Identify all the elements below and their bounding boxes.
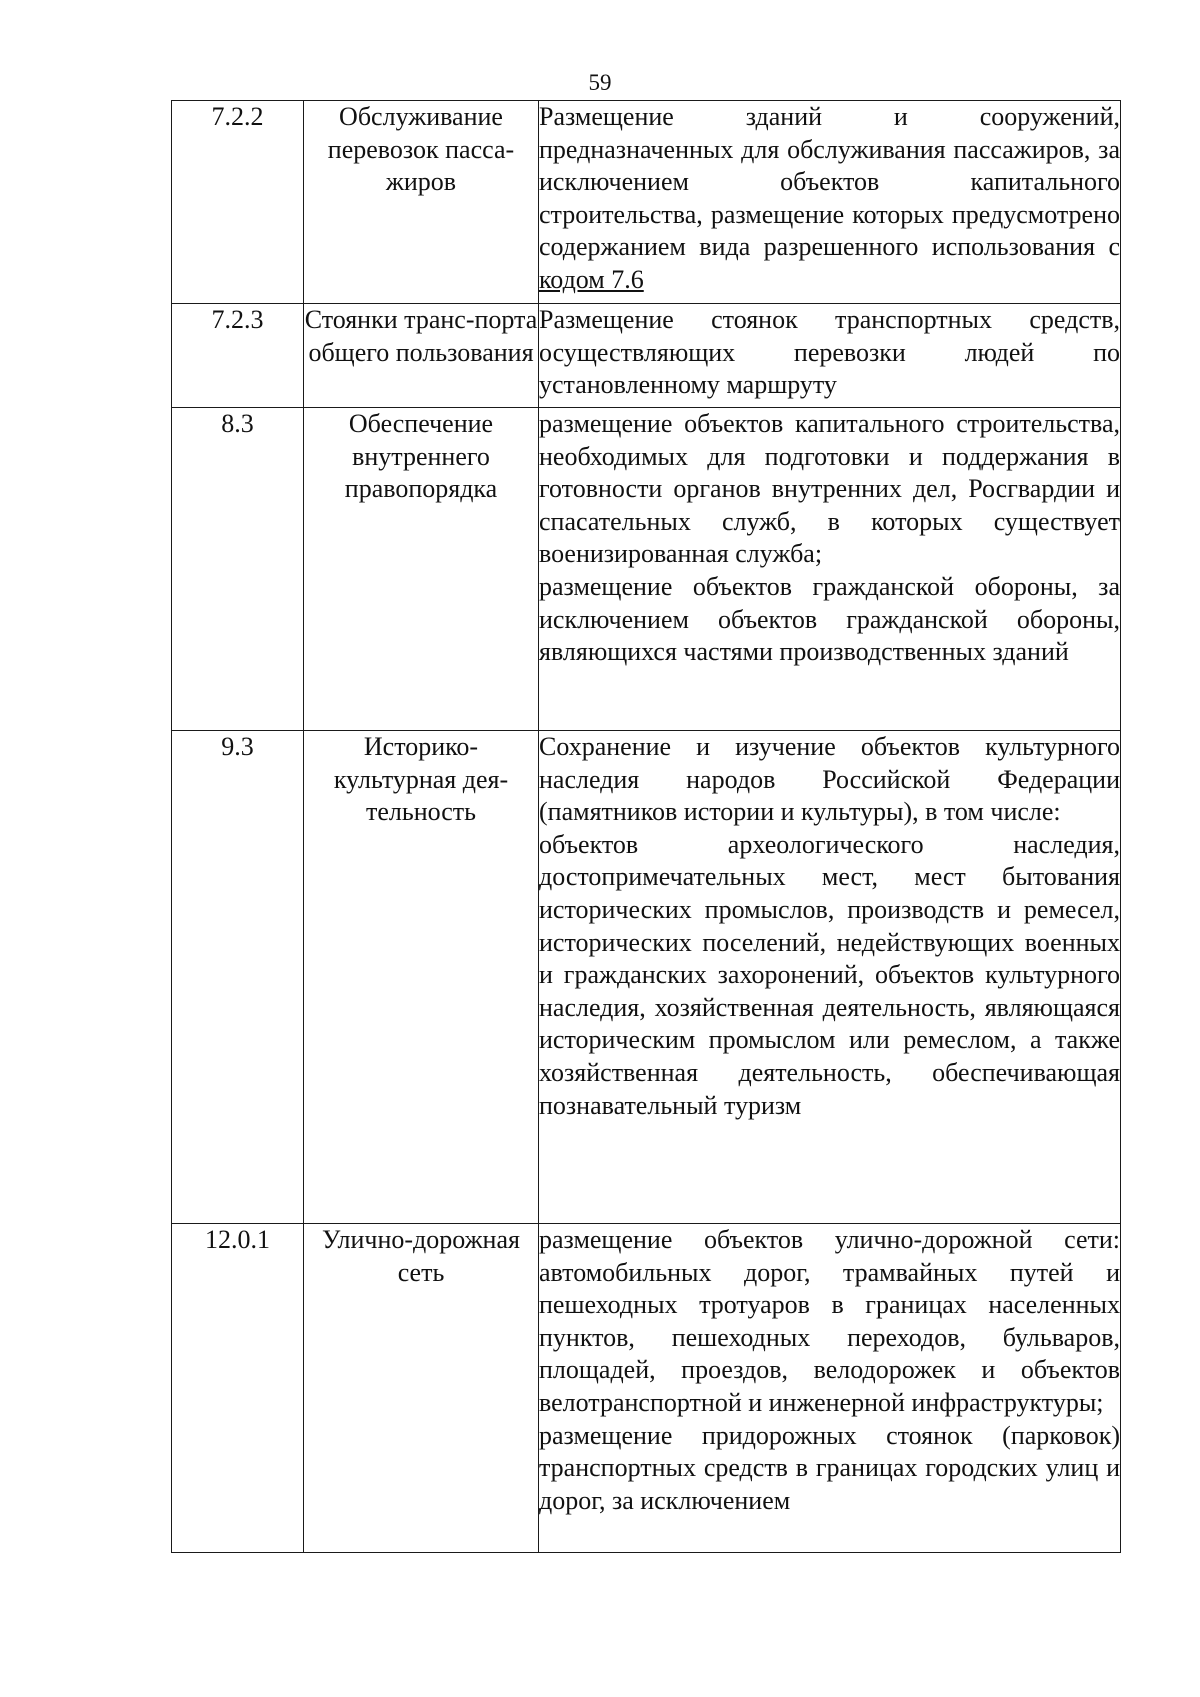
use-name: Историко-культурная дея-тельность bbox=[304, 731, 539, 1224]
description-text: Размещение зданий и сооружений, предназначенных для обслуживания пассажиров, за исключением объектов капитального строительства, размещение которых предусмотрено содержанием вида разрешенного использования с bbox=[539, 102, 1120, 262]
description-paragraph: размещение объектов капитального строительства, необходимых для подготовки и поддержания в готовности органов внутренних дел, Росгвардии и спасательных служб, в которых существует военизированная служба; bbox=[539, 409, 1120, 569]
use-description bbox=[539, 1224, 1121, 1553]
page-number: 59 bbox=[588, 70, 612, 95]
use-description bbox=[539, 731, 1121, 1224]
use-description bbox=[539, 304, 1121, 408]
description-paragraph: Сохранение и изучение объектов культурного наследия народов Российской Федерации (памятников истории и культуры), в том числе: bbox=[539, 732, 1120, 827]
table-row bbox=[172, 304, 1121, 408]
description-paragraph: Размещение стоянок транспортных средств, осуществляющих перевозки людей по установленному маршруту bbox=[539, 305, 1120, 400]
use-name: Обслуживание перевозок пасса-жиров bbox=[304, 101, 539, 304]
use-description bbox=[539, 408, 1121, 731]
use-name: Улично-дорожная сеть bbox=[304, 1224, 539, 1553]
table-row bbox=[172, 101, 1121, 304]
table-row bbox=[172, 408, 1121, 731]
use-code: 9.3 bbox=[172, 731, 304, 1224]
description-paragraph: размещение объектов гражданской обороны, за исключением объектов гражданской обороны, являющихся частями производственных зданий bbox=[539, 571, 1120, 667]
use-name: Стоянки транс-порта общего пользования bbox=[304, 304, 539, 408]
land-use-table bbox=[171, 100, 1121, 1553]
table-row bbox=[172, 1224, 1121, 1553]
use-code: 12.0.1 bbox=[172, 1224, 304, 1553]
description-paragraph: размещение придорожных стоянок (парковок) транспортных средств в границах городских улиц и дорог, за исключением bbox=[539, 1420, 1120, 1515]
use-name: Обеспечение внутреннего правопорядка bbox=[304, 408, 539, 731]
code-link[interactable]: кодом 7.6 bbox=[539, 264, 644, 294]
description-paragraph: размещение объектов улично-дорожной сети: автомобильных дорог, трамвайных путей и пешеходных тротуаров в границах населенных пунктов, пешеходных переходов, бульваров, площадей, проездов, велодорожек и объектов велотранспортной и инженерной инфраструктуры; bbox=[539, 1225, 1120, 1417]
table-row bbox=[172, 731, 1121, 1224]
description-paragraph: объектов археологического наследия, достопримечательных мест, мест бытования исторических промыслов, производств и ремесел, исторических поселений, недействующих военных и гражданских захоронений, объектов культурного наследия, хозяйственная деятельность, являющаяся историческим промыслом или ремеслом, а также хозяйственная деятельность, обеспечивающая познавательный туризм bbox=[539, 829, 1120, 1120]
use-code: 7.2.2 bbox=[172, 101, 304, 304]
use-description bbox=[539, 101, 1121, 304]
use-code: 7.2.3 bbox=[172, 304, 304, 408]
use-code: 8.3 bbox=[172, 408, 304, 731]
